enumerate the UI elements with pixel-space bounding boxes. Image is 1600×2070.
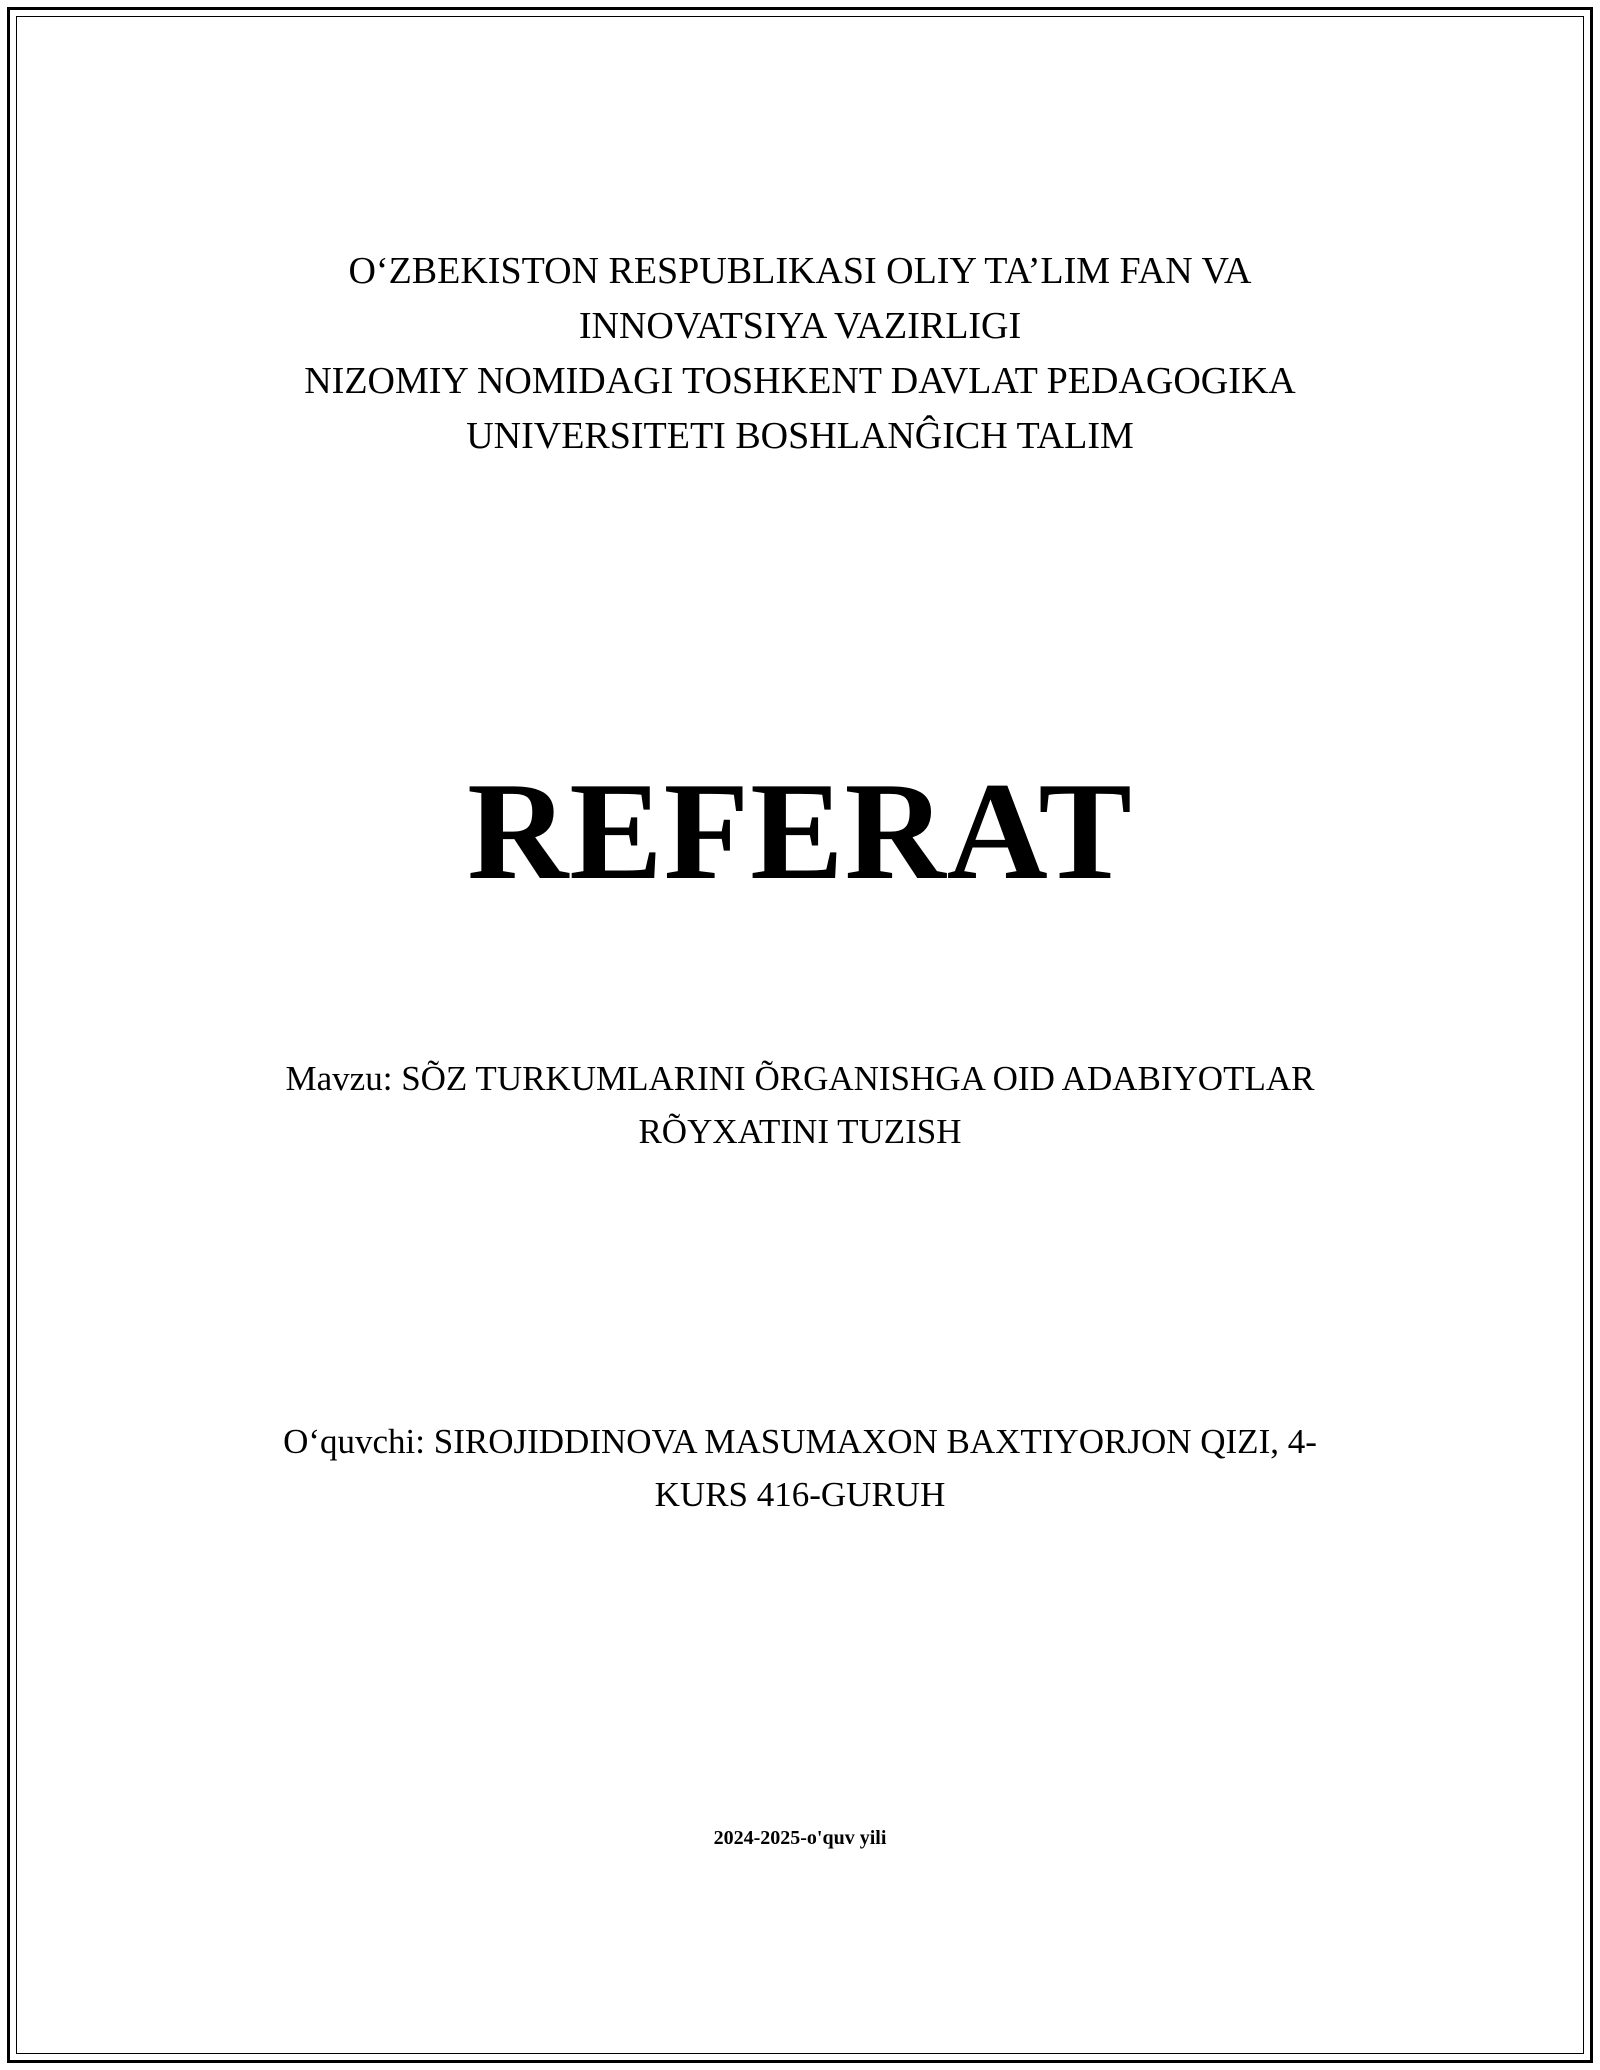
student-block [0, 1415, 1600, 1521]
header-line: UNIVERSITETI BOSHLANĜICH TALIM [466, 415, 1134, 457]
topic-line: RÕYXATINI TUZISH [638, 1112, 962, 1151]
header-line: NIZOMIY NOMIDAGI TOSHKENT DAVLAT PEDAGOGIKA [304, 360, 1296, 402]
student-line: O‘quvchi: SIROJIDDINOVA MASUMAXON BAXTIYORJON QIZI, 4- [283, 1422, 1317, 1461]
document-type-title: REFERAT [467, 754, 1133, 909]
topic-line: Mavzu: SÕZ TURKUMLARINI ÕRGANISHGA OID ADABIYOTLAR [285, 1059, 1315, 1098]
topic-block [0, 1052, 1600, 1158]
student-line: KURS 416-GURUH [654, 1475, 946, 1514]
header-line: INNOVATSIYA VAZIRLIGI [578, 305, 1022, 347]
institution-header [0, 244, 1600, 464]
academic-year: 2024-2025-o'quv yili [713, 1827, 887, 1849]
header-line: O‘ZBEKISTON RESPUBLIKASI OLIY TA’LIM FAN VA [348, 250, 1252, 292]
